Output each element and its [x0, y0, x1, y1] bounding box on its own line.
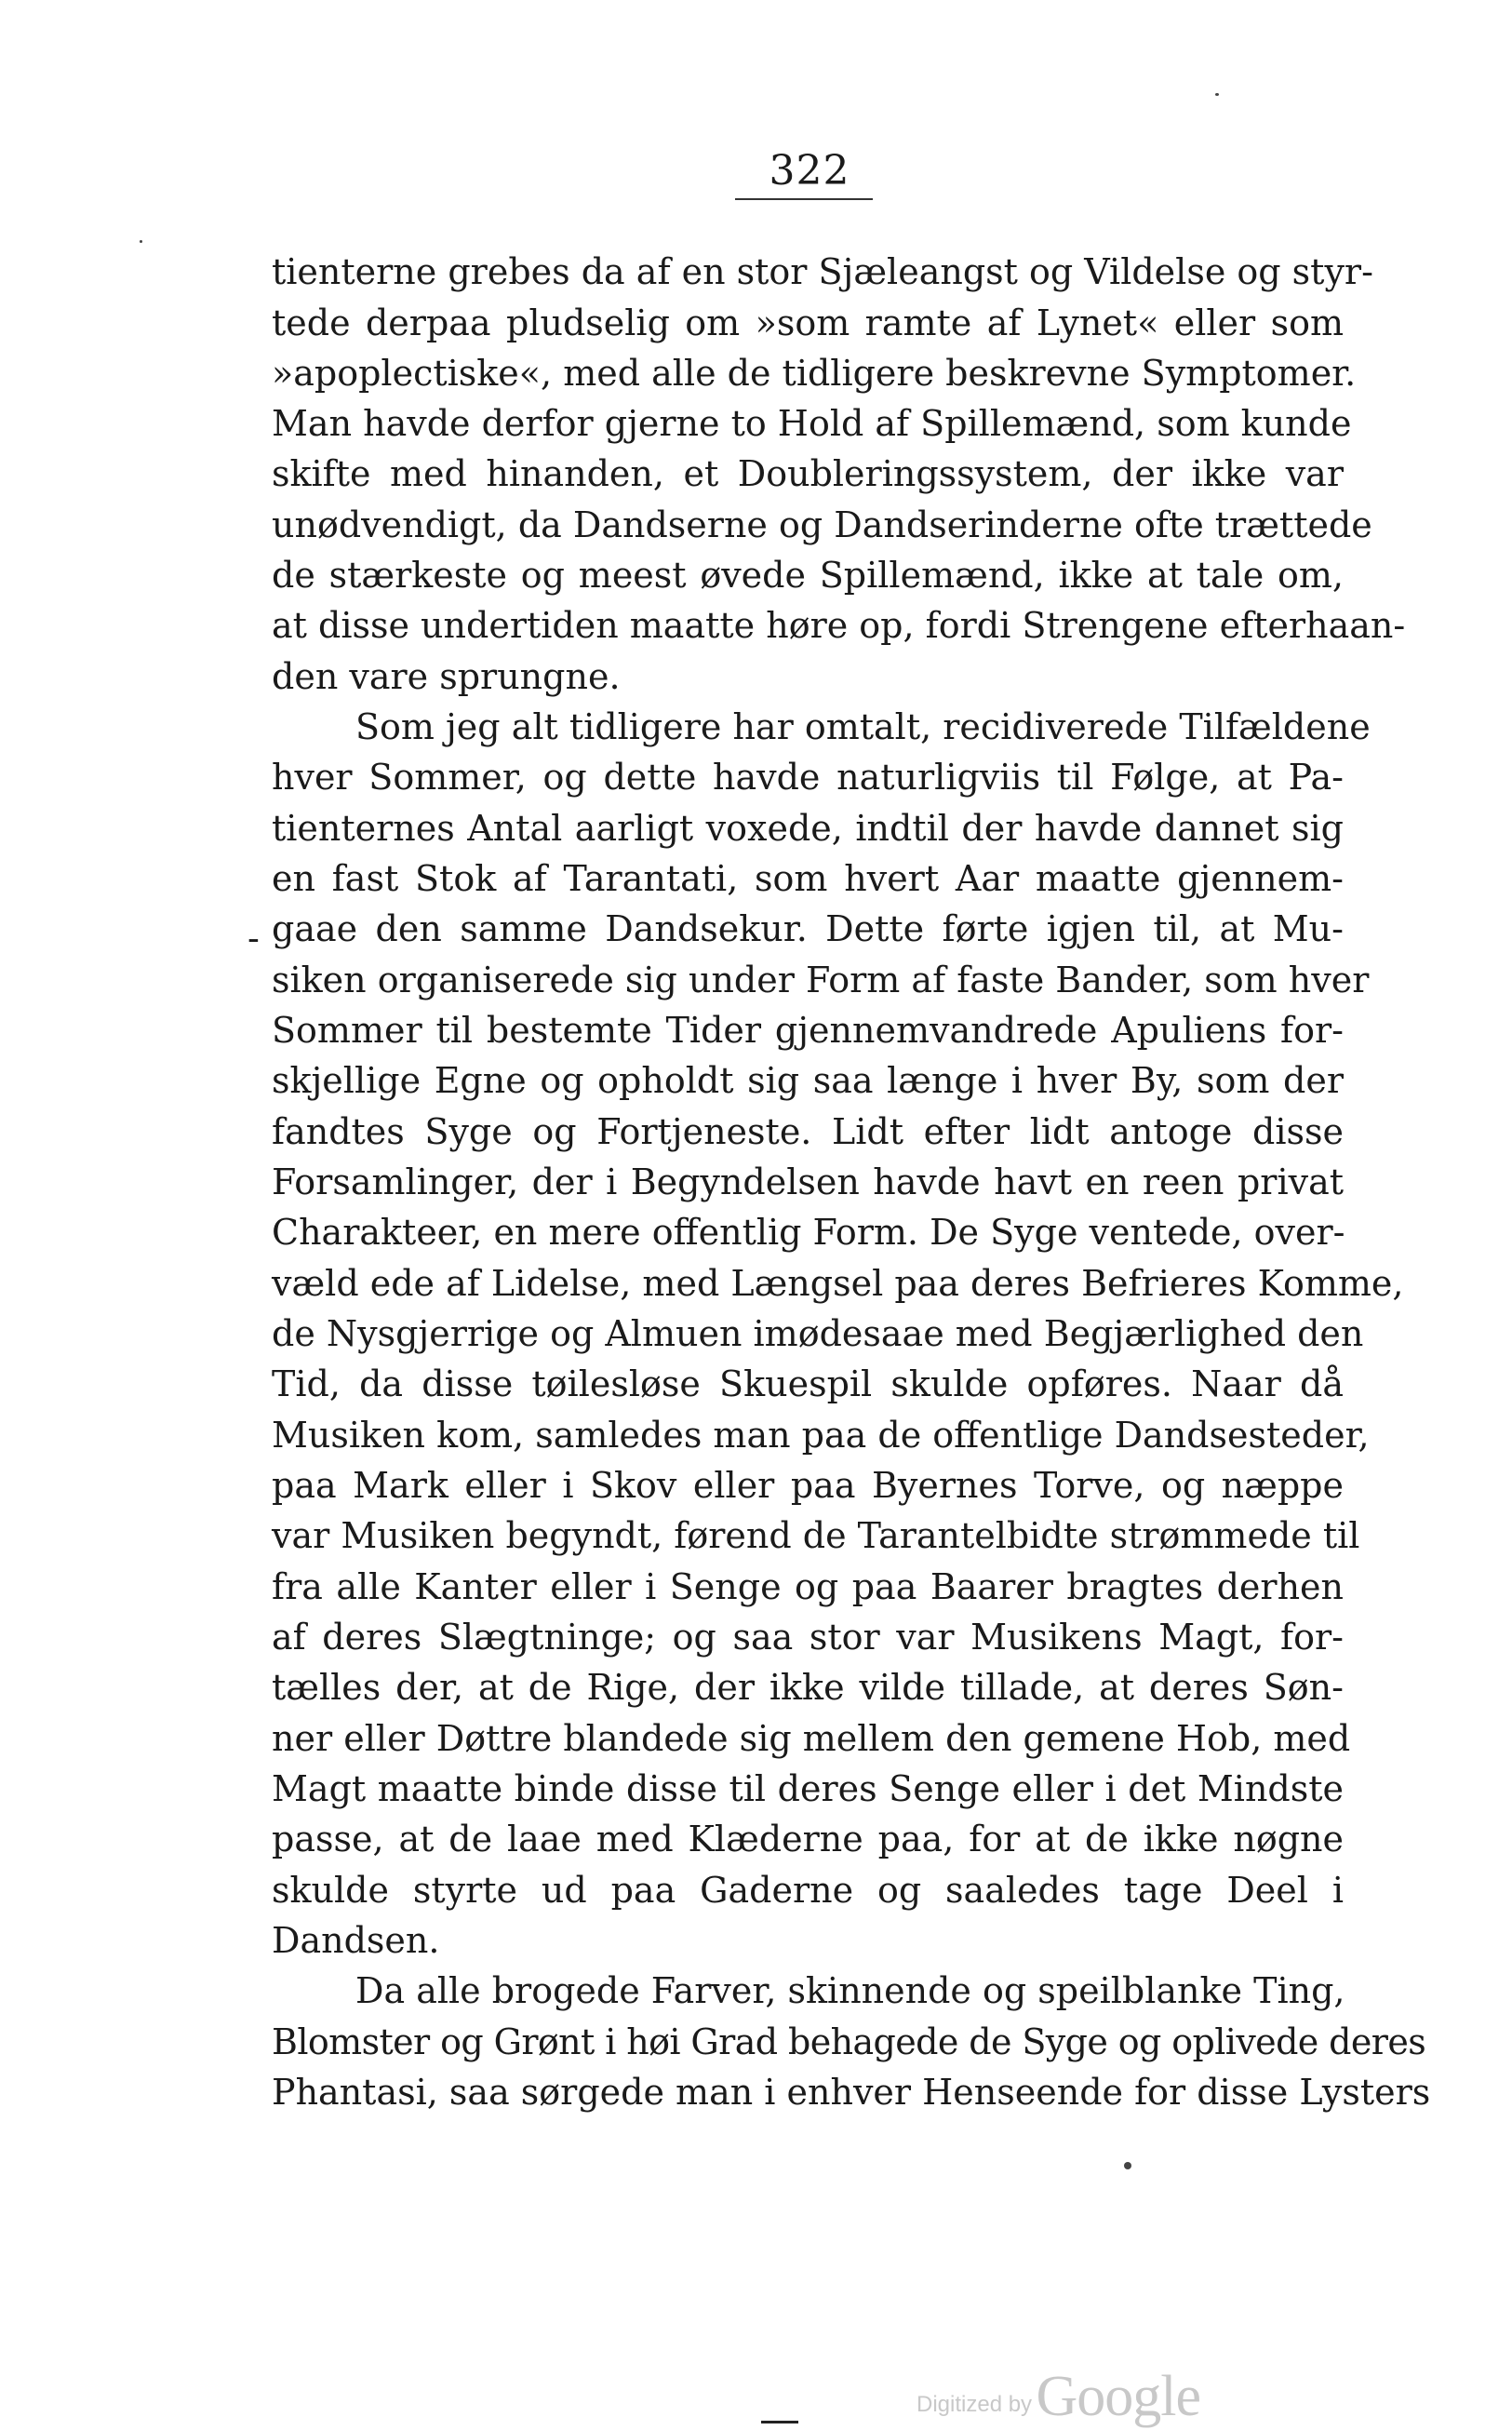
text-line: Phantasi, saa sørgede man i enhver Henseende for disse Lysters: [272, 2072, 1431, 2113]
digitized-watermark: [917, 2364, 1200, 2430]
text-line: hver Sommer, og dette havde naturligviis til Følge, at Pa-: [272, 757, 1344, 798]
margin-mark: -: [248, 918, 260, 959]
text-line: Blomster og Grønt i høi Grad behagede de Syge og oplivede deres: [272, 2021, 1426, 2062]
footer-rule: [761, 2421, 798, 2423]
text-line: de Nysgjerrige og Almuen imødesaae med Begjærlighed den: [272, 1313, 1364, 1354]
text-line: »apoplectiske«, med alle de tidligere beskrevne Symptomer.: [272, 353, 1357, 394]
ink-speck: [1215, 93, 1219, 96]
text-line: tælles der, at de Rige, der ikke vilde tillade, at deres Søn-: [272, 1667, 1344, 1708]
text-line: skulde styrte ud paa Gaderne og saaledes tage Deel i: [272, 1870, 1344, 1911]
watermark-prefix: Digitized by: [917, 2392, 1033, 2417]
text-line: de stærkeste og meest øvede Spillemænd, ikke at tale om,: [272, 555, 1344, 596]
text-line: paa Mark eller i Skov eller paa Byernes Torve, og næppe: [272, 1465, 1344, 1506]
text-line: Da alle brogede Farver, skinnende og speilblanke Ting,: [355, 1970, 1345, 2011]
text-line: ner eller Døttre blandede sig mellem den gemene Hob, med: [272, 1718, 1351, 1759]
text-line: unødvendigt, da Dandserne og Dandserinderne ofte trættede: [272, 504, 1372, 545]
text-line: tede derpaa pludselig om »som ramte af Lynet« eller som: [272, 302, 1344, 343]
text-line: væld ede af Lidelse, med Længsel paa deres Befrieres Komme,: [272, 1263, 1404, 1304]
text-line: var Musiken begyndt, førend de Tarantelbidte strømmede til: [272, 1515, 1360, 1556]
text-line: Som jeg alt tidligere har omtalt, recidiverede Tilfældene: [355, 706, 1371, 747]
text-line: Dandsen.: [272, 1920, 440, 1961]
text-line: Charakteer, en mere offentlig Form. De Syge ventede, over-: [272, 1212, 1345, 1253]
text-line: Sommer til bestemte Tider gjennemvandrede Apuliens for-: [272, 1010, 1344, 1051]
text-line: af deres Slægtninge; og saa stor var Musikens Magt, for-: [272, 1617, 1344, 1658]
text-line: tienternes Antal aarligt voxede, indtil der havde dannet sig: [272, 808, 1344, 849]
text-line: Man havde derfor gjerne to Hold af Spillemænd, som kunde: [272, 403, 1352, 444]
text-line: skjellige Egne og opholdt sig saa længe i hver By, som der: [272, 1060, 1344, 1101]
ink-speck: [140, 240, 142, 243]
text-line: siken organiserede sig under Form af faste Bander, som hver: [272, 960, 1370, 1000]
text-line: passe, at de laae med Klæderne paa, for at de ikke nøgne: [272, 1819, 1344, 1859]
text-line: fandtes Syge og Fortjeneste. Lidt efter lidt antoge disse: [272, 1111, 1344, 1152]
text-line: at disse undertiden maatte høre op, fordi Strengene efterhaan-: [272, 605, 1406, 646]
text-line: en fast Stok af Tarantati, som hvert Aar maatte gjennem-: [272, 858, 1344, 899]
page-number-rule: [735, 198, 873, 200]
google-logo: Google: [1036, 2365, 1201, 2428]
page-number: 322: [769, 147, 850, 195]
text-line: Tid, da disse tøilesløse Skuespil skulde opføres. Naar då: [272, 1363, 1344, 1404]
ink-speck: [1124, 2162, 1131, 2169]
text-line: Forsamlinger, der i Begyndelsen havde havt en reen privat: [272, 1161, 1344, 1202]
text-line: fra alle Kanter eller i Senge og paa Baarer bragtes derhen: [272, 1566, 1344, 1607]
text-line: gaae den samme Dandsekur. Dette førte igjen til, at Mu-: [272, 908, 1344, 949]
text-line: Magt maatte binde disse til deres Senge eller i det Mindste: [272, 1768, 1344, 1809]
text-line: Musiken kom, samledes man paa de offentlige Dandsesteder,: [272, 1415, 1370, 1456]
text-line: den vare sprungne.: [272, 656, 621, 697]
text-line: tienterne grebes da af en stor Sjæleangst og Vildelse og styr-: [272, 251, 1373, 292]
text-line: skifte med hinanden, et Doubleringssystem, der ikke var: [272, 453, 1344, 494]
